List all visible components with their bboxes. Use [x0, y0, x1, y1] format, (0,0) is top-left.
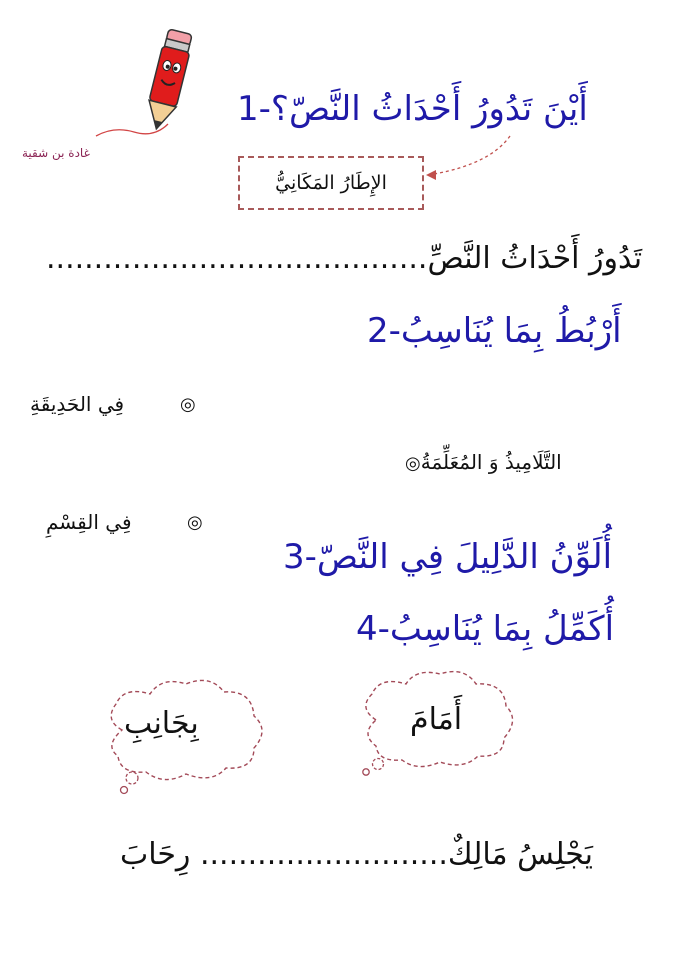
sentence-1: [46, 241, 643, 276]
author-swash-icon: [92, 118, 172, 142]
question-4: [356, 609, 615, 649]
option-garden: فِي الحَدِيقَةِ: [30, 392, 125, 416]
question-1-dash: -: [258, 89, 271, 129]
sentence-2-end: رِحَابَ: [120, 837, 191, 872]
sentence-1-blank[interactable]: ........................................: [46, 241, 428, 276]
center-item-text: التَّلَامِيذُ وَ المُعَلِّمَةُ: [420, 450, 562, 474]
question-1-number: 1: [237, 89, 259, 129]
hint-box: [238, 156, 424, 210]
author-credit: غادة بن شقية: [22, 146, 90, 160]
question-2-dash: -: [388, 311, 401, 351]
question-4-dash: -: [377, 609, 390, 649]
option-class: فِي القِسْمِ: [46, 510, 132, 534]
sentence-2-blank[interactable]: ..........................: [199, 837, 448, 872]
sentence-1-text: تَدُورُ أَحْدَاثُ النَّصِّ: [427, 241, 643, 276]
question-1: [237, 89, 588, 129]
cloud-right-word: أَمَامَ: [410, 702, 463, 737]
question-4-number: 4: [356, 609, 378, 649]
question-2-number: 2: [367, 311, 389, 351]
question-2: [367, 311, 622, 351]
question-3-dash: -: [304, 537, 317, 577]
hint-arrow-icon: [420, 130, 516, 186]
question-3-text: أُلَوِّنُ الدَّلِيلَ فِي النَّصّ: [316, 537, 613, 577]
question-1-text: أَيْنَ تَدُورُ أَحْدَاثُ النَّصّ؟: [270, 89, 588, 129]
bullet-center-icon[interactable]: ◎: [405, 453, 421, 474]
sentence-2: [120, 837, 593, 872]
question-2-text: أَرْبُطُ بِمَا يُنَاسِبُ: [400, 311, 622, 351]
center-item: [405, 452, 562, 473]
sentence-2-start: يَجْلِسُ مَالِكٌ: [447, 837, 593, 872]
cloud-left-word: بِجَانِبِ: [124, 706, 199, 741]
question-4-text: أُكَمِّلُ بِمَا يُنَاسِبُ: [389, 609, 615, 649]
question-3: [283, 537, 613, 577]
question-3-number: 3: [283, 537, 305, 577]
bullet-class-icon[interactable]: ◎: [187, 512, 203, 533]
bullet-garden-icon[interactable]: ◎: [180, 394, 196, 415]
hint-box-text: الإِطَارُ المَكَانِيُّ: [275, 172, 387, 194]
